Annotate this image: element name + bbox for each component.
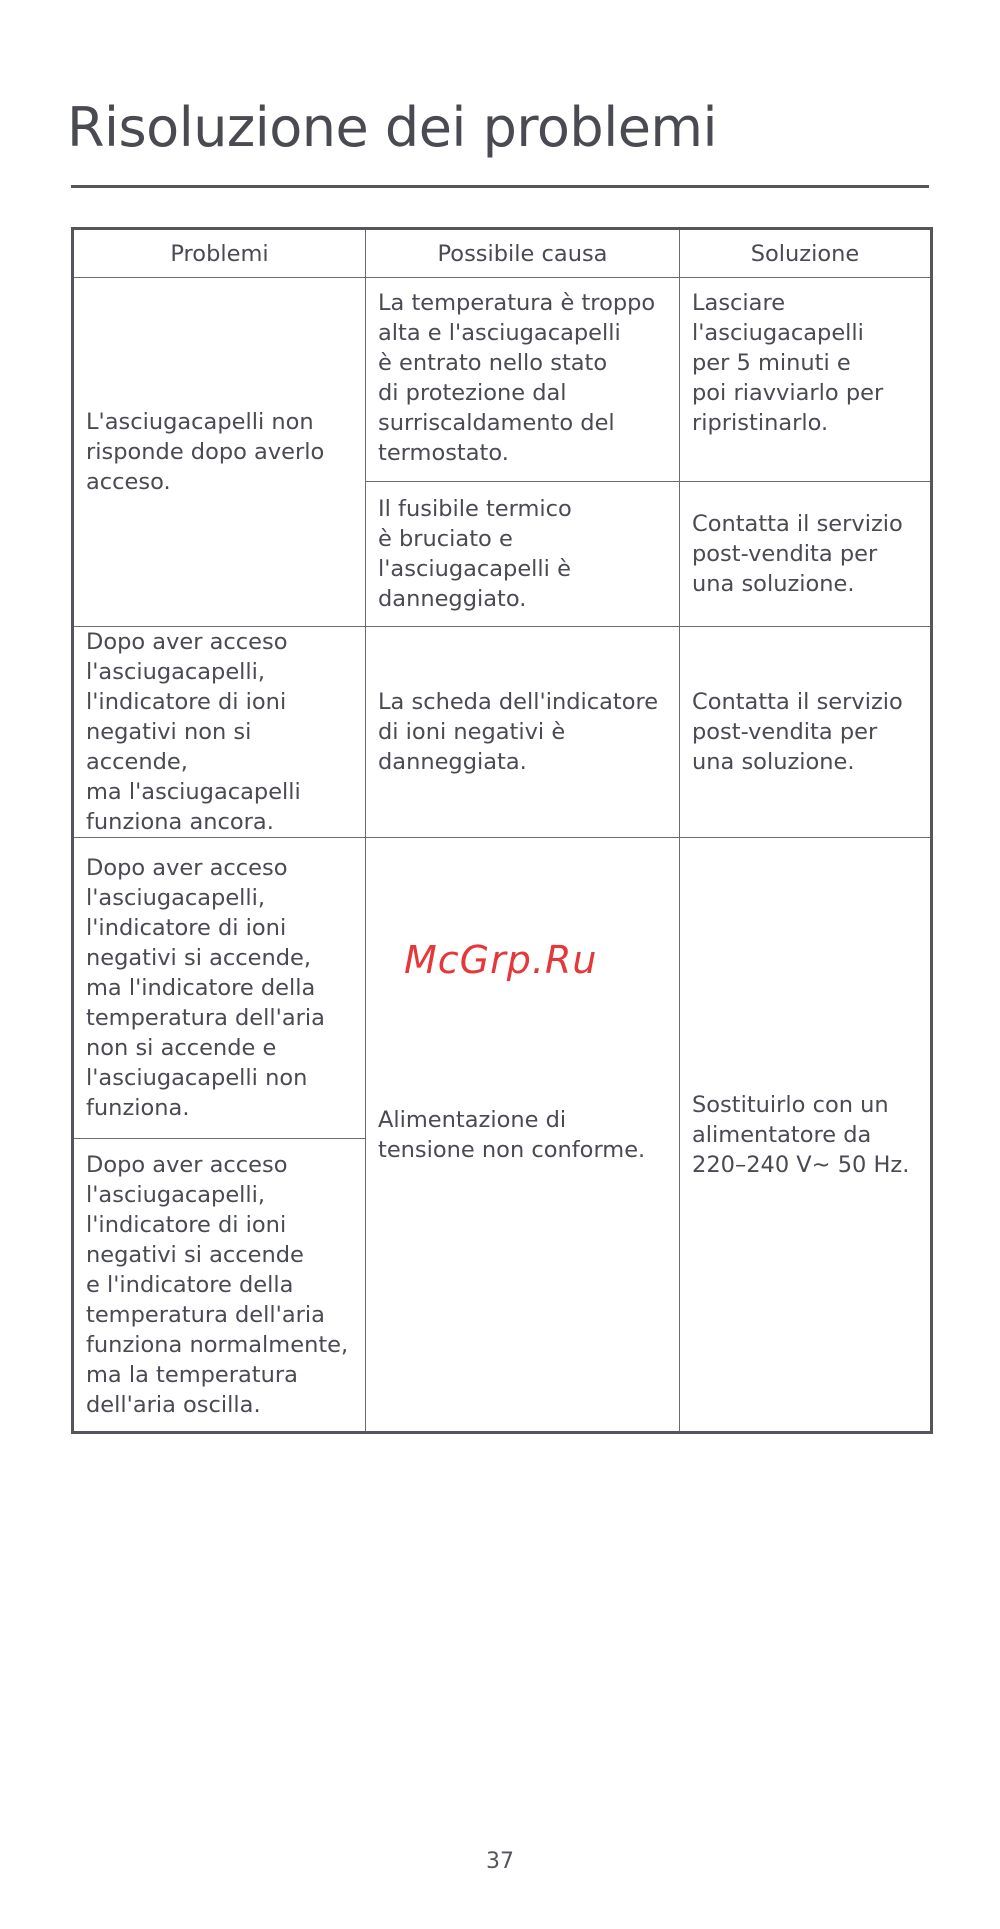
- solution-cell: [680, 482, 932, 627]
- problem-cell: [73, 838, 366, 1139]
- cause-cell: [366, 278, 680, 482]
- cause-text: Il fusibile termico è bruciato e l'asciugacapelli è danneggiato.: [378, 496, 572, 612]
- problem-cell: [73, 1139, 366, 1433]
- header-possible-cause: Possibile causa: [366, 229, 680, 278]
- solution-cell: [680, 627, 932, 838]
- page-title: Risoluzione dei problemi: [67, 96, 718, 159]
- problem-text: L'asciugacapelli non risponde dopo averlo acceso.: [86, 409, 325, 495]
- cause-cell: [366, 627, 680, 838]
- solution-text: Sostituirlo con un alimentatore da 220–240 V~ 50 Hz.: [692, 1091, 910, 1178]
- header-problems: Problemi: [73, 229, 366, 278]
- problem-cell: [73, 627, 366, 838]
- solution-text: Lasciare l'asciugacapelli per 5 minuti e poi riavviarlo per ripristinarlo.: [692, 290, 884, 436]
- troubleshooting-table: [71, 227, 933, 1434]
- cause-text: La temperatura è troppo alta e l'asciugacapelli è entrato nello stato di protezione dal surriscaldamento del termostato.: [378, 290, 656, 466]
- solution-text: Contatta il servizio post-vendita per una soluzione.: [692, 689, 903, 775]
- problem-cell: [73, 278, 366, 627]
- cause-text: La scheda dell'indicatore di ioni negativi è danneggiata.: [378, 689, 659, 775]
- watermark: McGrp.Ru: [404, 938, 598, 982]
- solution-text: Contatta il servizio post-vendita per una soluzione.: [692, 511, 903, 597]
- solution-cell: [680, 838, 932, 1433]
- table-header-row: [73, 229, 932, 278]
- page-number: 37: [486, 1849, 514, 1874]
- cause-text: Alimentazione di tensione non conforme.: [378, 1106, 646, 1163]
- header-solution: Soluzione: [680, 229, 932, 278]
- problem-text: Dopo aver acceso l'asciugacapelli, l'indicatore di ioni negativi si accende e l'indicatore della temperatura dell'aria funziona normalmente, ma la temperatura dell'aria oscilla.: [86, 1152, 349, 1418]
- solution-cell: [680, 278, 932, 482]
- table-row: [73, 838, 932, 1139]
- cause-cell: [366, 838, 680, 1433]
- title-divider: [71, 185, 929, 188]
- table-row: [73, 278, 932, 482]
- problem-text: Dopo aver acceso l'asciugacapelli, l'indicatore di ioni negativi non si accende, ma l'asciugacapelli funziona ancora.: [86, 629, 301, 835]
- cause-cell: [366, 482, 680, 627]
- problem-text: Dopo aver acceso l'asciugacapelli, l'indicatore di ioni negativi si accende, ma l'indicatore della temperatura dell'aria non si accende e l'asciugacapelli non funziona.: [86, 855, 325, 1121]
- table-row: [73, 627, 932, 838]
